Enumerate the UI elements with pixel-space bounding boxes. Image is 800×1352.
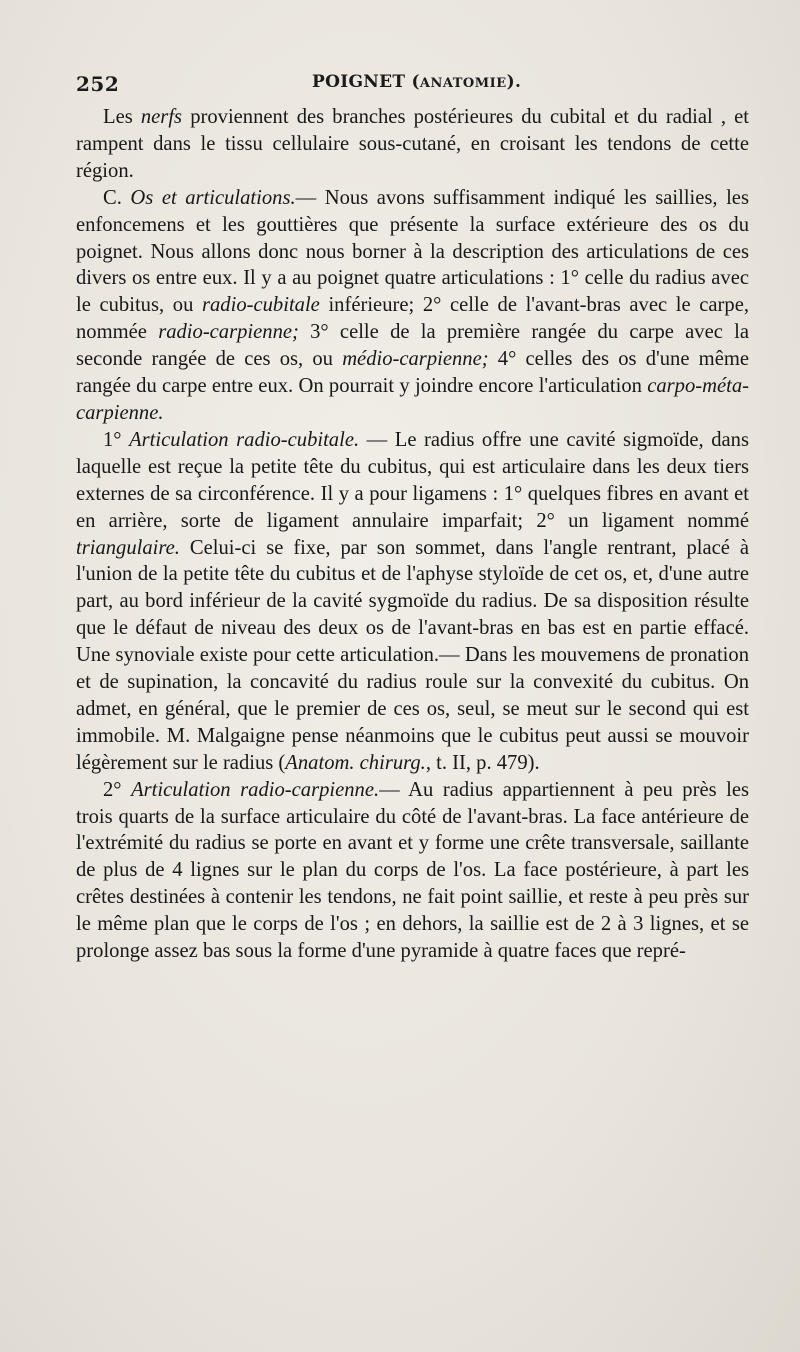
text-run: proviennent des branches postérieures du cubital et du radial , et rampent dans le tissu cellulaire sous-cutané, en croisant les tendons de cette région. bbox=[76, 106, 749, 182]
text-run: Celui-ci se fixe, par son sommet, dans l'angle rentrant, placé à l'union de la petite tête du cubitus et de l'aphyse styloïde de cet os, et, d'une autre part, au bord inférieur de la cavité sygmoïde du radius. De sa disposition résulte que le défaut de niveau des deux os de l'avant-bras en bas est en partie effacé. Une synoviale existe pour cette articulation.— Dans les mouvemens de pronation et de supination, la concavité du radius roule sur la convexité du cubitus. On admet, en général, que le premier de ces os, seul, se meut sur le second qui est immobile. M. Malgaigne pense néanmoins que le cubitus peut aussi se mouvoir légèrement sur le radius ( bbox=[76, 536, 749, 774]
running-head bbox=[312, 72, 521, 92]
running-head-close: ). bbox=[506, 72, 522, 92]
text-run: 2° bbox=[103, 778, 132, 801]
paragraph-os-articulations bbox=[76, 185, 749, 427]
text-run: — Nous avons suffisamment indiqué les saillies, les enfoncemens et les gouttières que présente la surface extérieure des os du poignet. Nous allons donc nous borner à la description des articulations de ces divers os entre eux. Il y a au poignet quatre articulations : 1° celle du radius avec le cubitus, ou bbox=[76, 186, 749, 317]
italic-term: triangulaire. bbox=[76, 536, 180, 559]
paragraph-nerfs bbox=[76, 104, 749, 185]
body-text bbox=[76, 104, 749, 965]
text-run: C. bbox=[103, 186, 131, 209]
italic-term: Articulation radio-carpienne. bbox=[131, 778, 380, 801]
running-head-title: POIGNET bbox=[312, 72, 406, 92]
italic-term: Os et articulations. bbox=[130, 186, 296, 209]
text-run: 4° celles des os d'une même rangée du carpe entre eux. On pourrait y joindre encore l'articulation bbox=[76, 348, 749, 398]
italic-term: radio-cubitale bbox=[202, 294, 320, 317]
italic-term: médio-carpienne; bbox=[342, 348, 489, 371]
paragraph-radio-cubitale bbox=[76, 427, 749, 777]
text-run: 3° celle de la première rangée du carpe avec la seconde rangée de ces os, ou bbox=[76, 321, 750, 371]
running-head-subtitle: ANATOMIE bbox=[419, 76, 507, 91]
text-run: — Au radius appartiennent à peu près les trois quarts de la surface articulaire du côté de l'avant-bras. La face antérieure de l'extrémité du radius se porte en avant et y forme une crête transversale, saillante de plus de 4 lignes sur le plan du corps de l'os. La face postérieure, à part les crêtes destinées à contenir les tendons, ne fait point saillie, et reste à peu près sur le même plan que le corps de l'os ; en dehors, la saillie est de 2 à 3 lignes, et se prolonge assez bas sous la forme d'une pyramide à quatre faces que repré- bbox=[76, 778, 750, 963]
text-run: inférieure; 2° celle de l'avant-bras avec le carpe, nommée bbox=[76, 294, 749, 344]
italic-term: Articulation radio-cubitale. bbox=[129, 428, 360, 451]
page-number: 252 bbox=[76, 72, 120, 96]
italic-term: nerfs bbox=[140, 106, 183, 128]
italic-term: carpo-méta-carpienne. bbox=[76, 375, 749, 424]
text-run: Les bbox=[103, 106, 141, 128]
text-run: 1° bbox=[103, 428, 130, 451]
running-head-open: ( bbox=[405, 72, 420, 92]
paragraph-radio-carpienne bbox=[76, 777, 749, 965]
page-header bbox=[76, 72, 749, 102]
text-run: , t. II, p. 479). bbox=[425, 751, 540, 774]
italic-term: Anatom. chirurg. bbox=[285, 751, 426, 774]
italic-term: radio-carpienne; bbox=[158, 321, 299, 344]
text-run: — Le radius offre une cavité sigmoïde, dans laquelle est reçue la petite tête du cubitus, qui est articulaire dans les deux tiers externes de sa circonférence. Il y a pour ligamens : 1° quelques fibres en avant et en arrière, sorte de ligament annulaire imparfait; 2° un ligament nommé bbox=[76, 428, 749, 532]
